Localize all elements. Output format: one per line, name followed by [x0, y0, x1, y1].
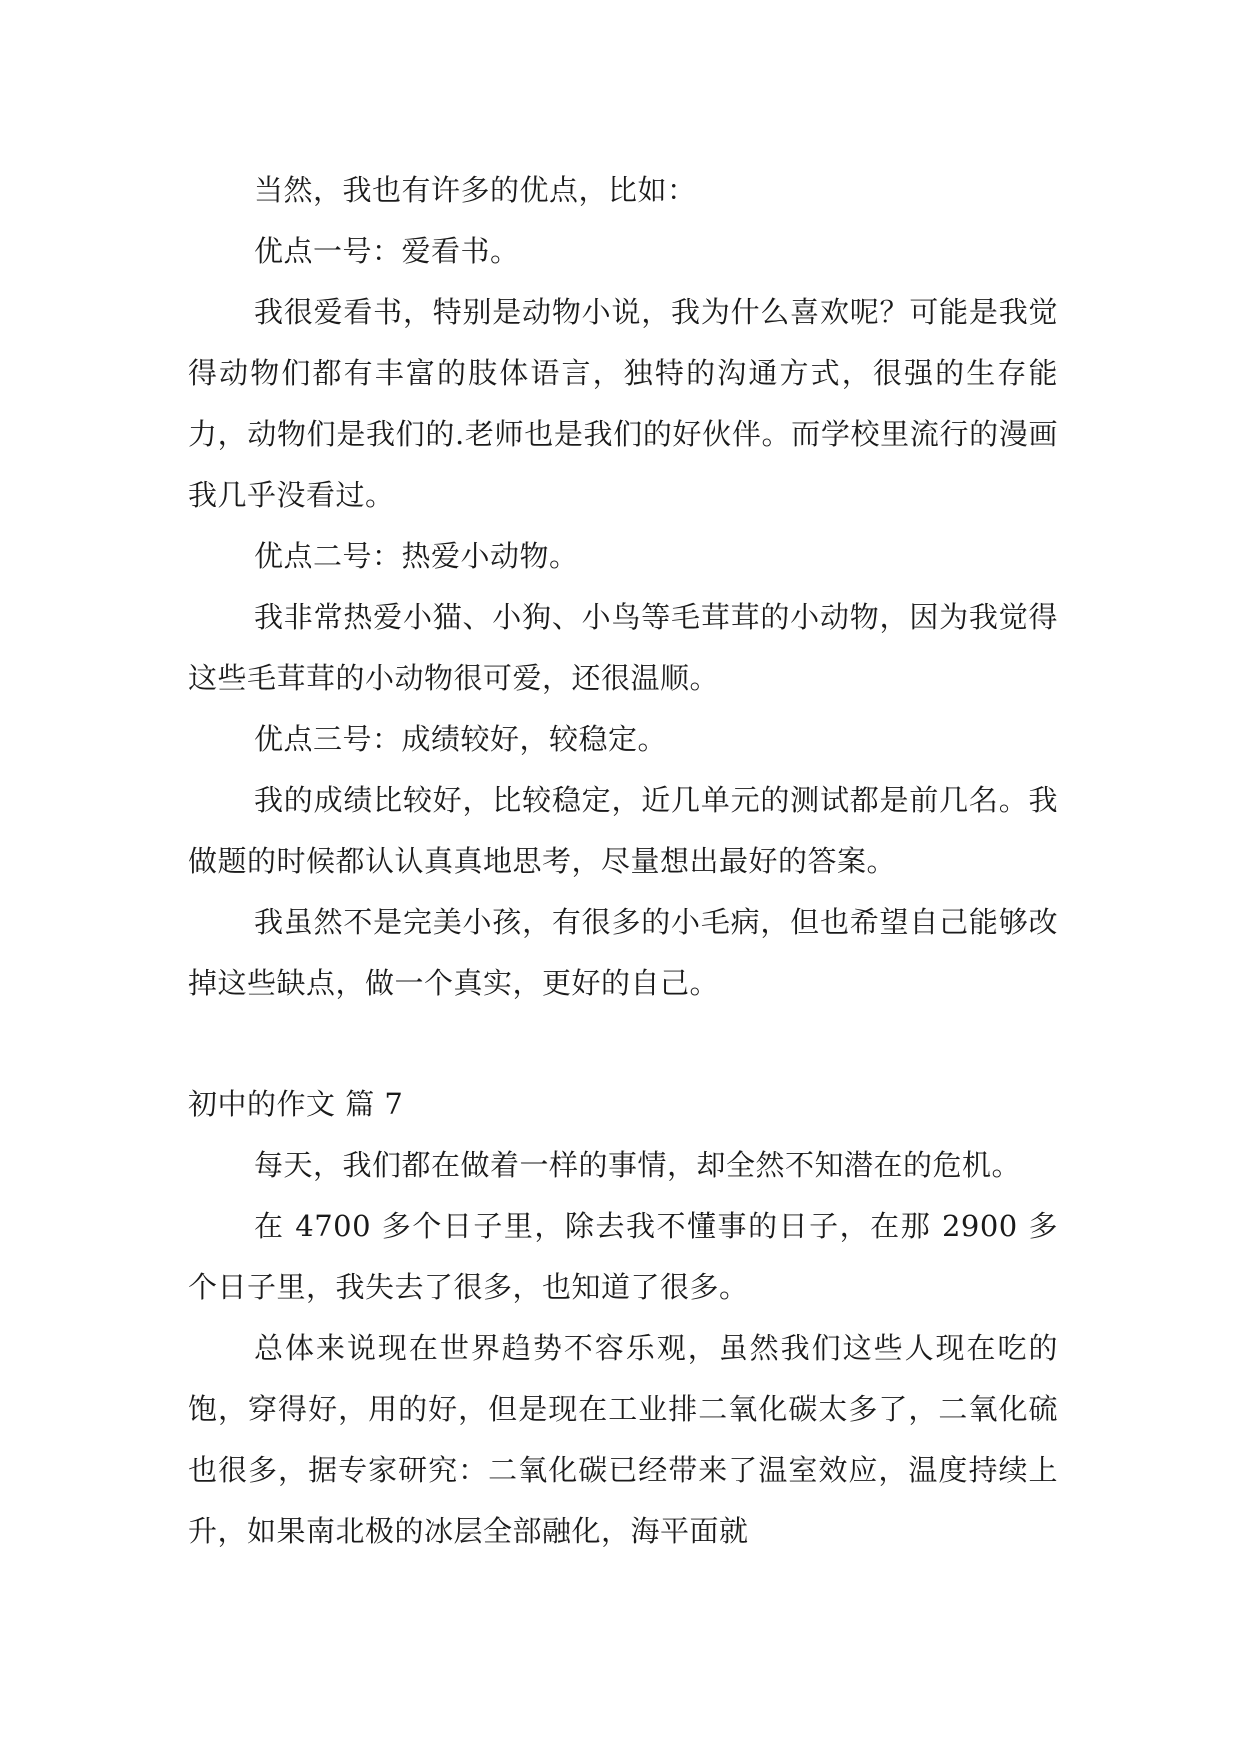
paragraph: 优点二号：热爱小动物。	[254, 539, 579, 573]
paragraph: 我的成绩比较好，比较稳定，近几单元的测试都是前几名。我做题的时候都认认真真地思考，尽量想出最好的答案。	[188, 783, 1058, 878]
paragraph: 当然，我也有许多的优点，比如：	[254, 173, 697, 207]
document-page	[188, 160, 1058, 1562]
paragraph: 优点三号：成绩较好，较稳定。	[254, 722, 668, 756]
section-heading: 初中的作文 篇 7	[188, 1087, 404, 1121]
paragraph: 总体来说现在世界趋势不容乐观，虽然我们这些人现在吃的饱，穿得好，用的好，但是现在工业排二氧化碳太多了，二氧化硫也很多，据专家研究：二氧化碳已经带来了温室效应，温度持续上升，如果南北极的冰层全部融化，海平面就	[188, 1331, 1058, 1548]
paragraph: 优点一号：爱看书。	[254, 234, 520, 268]
paragraph: 每天，我们都在做着一样的事情，却全然不知潜在的危机。	[254, 1148, 1022, 1182]
paragraph: 我非常热爱小猫、小狗、小鸟等毛茸茸的小动物，因为我觉得这些毛茸茸的小动物很可爱，还很温顺。	[188, 600, 1058, 695]
paragraph: 我虽然不是完美小孩，有很多的小毛病，但也希望自己能够改掉这些缺点，做一个真实，更好的自己。	[188, 905, 1058, 1000]
paragraph: 我很爱看书，特别是动物小说，我为什么喜欢呢？可能是我觉得动物们都有丰富的肢体语言，独特的沟通方式，很强的生存能力，动物们是我们的.老师也是我们的好伙伴。而学校里流行的漫画我几乎没看过。	[188, 295, 1058, 512]
paragraph: 在 4700 多个日子里，除去我不懂事的日子，在那 2900 多个日子里，我失去了很多，也知道了很多。	[188, 1209, 1058, 1304]
